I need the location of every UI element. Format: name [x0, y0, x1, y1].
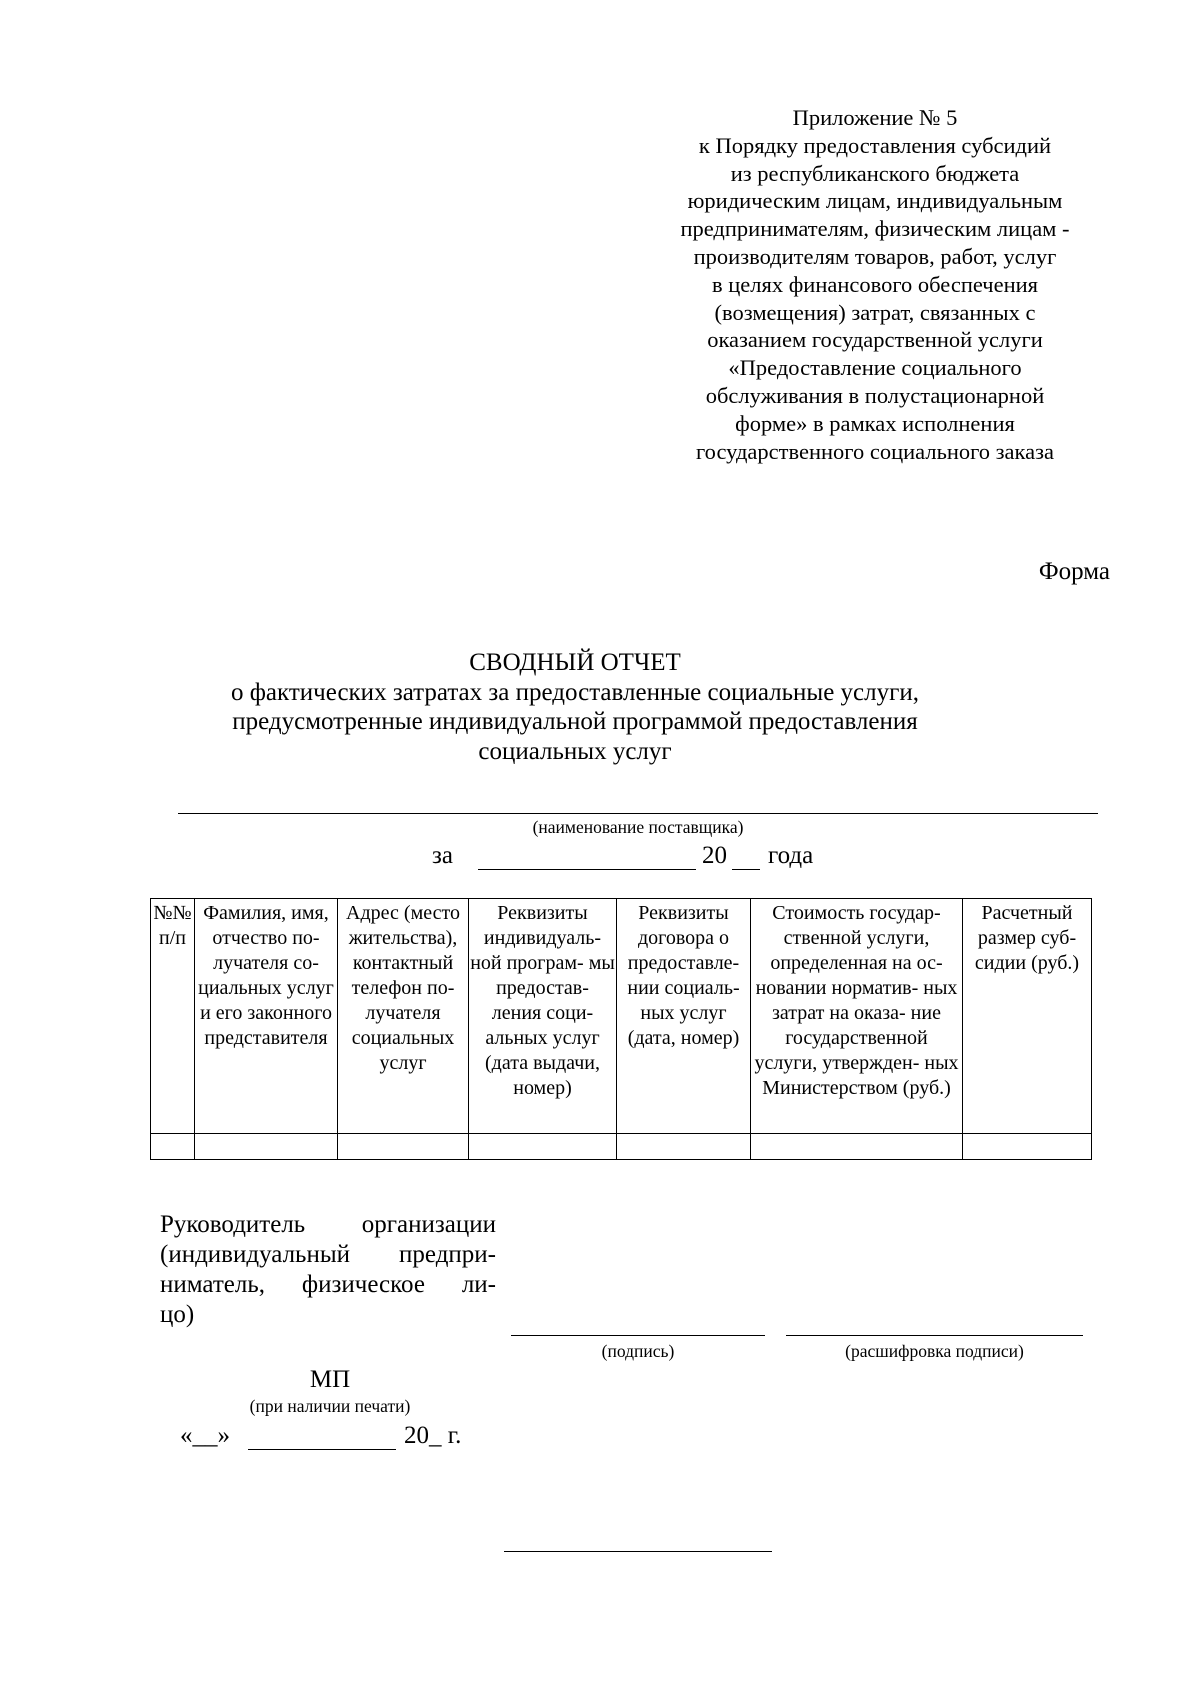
report-title: СВОДНЫЙ ОТЧЕТ — [469, 649, 681, 676]
report-table — [150, 898, 1092, 1160]
supplier-name-field[interactable] — [178, 813, 1098, 814]
appendix-line: к Порядку предоставления субсидий — [698, 132, 1052, 158]
appendix-line: (возмещения) затрат, связанных с — [714, 299, 1036, 325]
appendix-line: форме» в рамках исполнения — [735, 410, 1015, 436]
appendix-line: юридическим лицам, индивидуальным — [687, 188, 1063, 214]
table-cell[interactable] — [963, 1134, 1092, 1160]
appendix-reference — [640, 104, 1110, 465]
table-header-row — [151, 899, 1092, 1134]
report-subtitle-line: предусмотренные индивидуальной программой предоставления — [232, 708, 918, 735]
appendix-line: оказанием государственной услуги — [707, 327, 1043, 353]
col-header-individual-program: Реквизиты индивидуаль- ной програм- мы предостав- ления соци- альных услуг (дата выдачи, номер) — [469, 899, 617, 1134]
head-label-line: ниматель, физическое ли- — [160, 1271, 496, 1298]
col-header-service-cost: Стоимость государ- ственной услуги, определенная на ос- новании норматив- ных затрат на оказа- ние государственной услуги, утвержден- ных Министерством (руб.) — [751, 899, 963, 1134]
report-title-block — [150, 648, 1000, 766]
col-header-number: №№ п/п — [151, 899, 195, 1134]
signature-date — [150, 1422, 510, 1456]
head-of-organization-label — [160, 1210, 496, 1330]
supplier-caption: (наименование поставщика) — [532, 817, 744, 837]
report-subtitle-line: о фактических затратах за предоставленные социальные услуги, — [230, 678, 919, 706]
head-label-line: цо) — [160, 1301, 195, 1328]
date-year: 20_ г. — [404, 1422, 462, 1449]
appendix-line: производителям товаров, работ, услуг — [693, 243, 1057, 269]
stamp-caption: (при наличии печати) — [249, 1396, 411, 1416]
date-day[interactable]: «__» — [180, 1422, 230, 1449]
col-header-contract: Реквизиты договора о предоставле- нии социаль- ных услуг (дата, номер) — [617, 899, 751, 1134]
period-prefix: за — [432, 842, 453, 869]
table-cell[interactable] — [151, 1134, 195, 1160]
appendix-line: из республиканского бюджета — [730, 160, 1020, 186]
col-header-subsidy: Расчетный размер суб- сидии (руб.) — [963, 899, 1092, 1134]
signature-caption: (подпись) — [601, 1341, 675, 1361]
period-year-blank[interactable] — [732, 842, 760, 870]
stamp-label: МП — [309, 1366, 351, 1393]
table-cell[interactable] — [617, 1134, 751, 1160]
table-row — [151, 1134, 1092, 1160]
appendix-line: обслуживания в полустационарной — [705, 382, 1045, 408]
period-year-prefix: 20 — [702, 842, 727, 869]
appendix-line: в целях финансового обеспечения — [711, 271, 1039, 297]
col-header-recipient-name: Фамилия, имя, отчество по- лучателя со- циальных услуг и его законного представителя — [195, 899, 338, 1134]
appendix-line: государственного социального заказа — [695, 438, 1054, 464]
period-line — [300, 842, 1000, 876]
report-subtitle-line: социальных услуг — [478, 737, 672, 765]
table-cell[interactable] — [751, 1134, 963, 1160]
table-cell[interactable] — [469, 1134, 617, 1160]
table-cell[interactable] — [195, 1134, 338, 1160]
appendix-line: предпринимателям, физическим лицам - — [680, 216, 1070, 242]
head-label-line: Руководитель организации — [160, 1211, 496, 1238]
bottom-rule — [504, 1551, 772, 1552]
appendix-line: Приложение № 5 — [792, 105, 958, 130]
period-blank[interactable] — [478, 842, 696, 870]
head-label-line: (индивидуальный предпри- — [160, 1241, 496, 1268]
signature-decoding-field[interactable] — [786, 1335, 1083, 1336]
signature-field[interactable] — [511, 1335, 765, 1336]
date-month-blank[interactable] — [248, 1422, 396, 1450]
col-header-address-phone: Адрес (место жительства), контактный телефон по- лучателя социальных услуг — [338, 899, 469, 1134]
appendix-line: «Предоставление социального — [728, 355, 1022, 381]
table-cell[interactable] — [338, 1134, 469, 1160]
form-label: Форма — [1038, 558, 1110, 585]
signature-decoding-caption: (расшифровка подписи) — [845, 1341, 1024, 1361]
period-suffix: года — [768, 842, 814, 869]
